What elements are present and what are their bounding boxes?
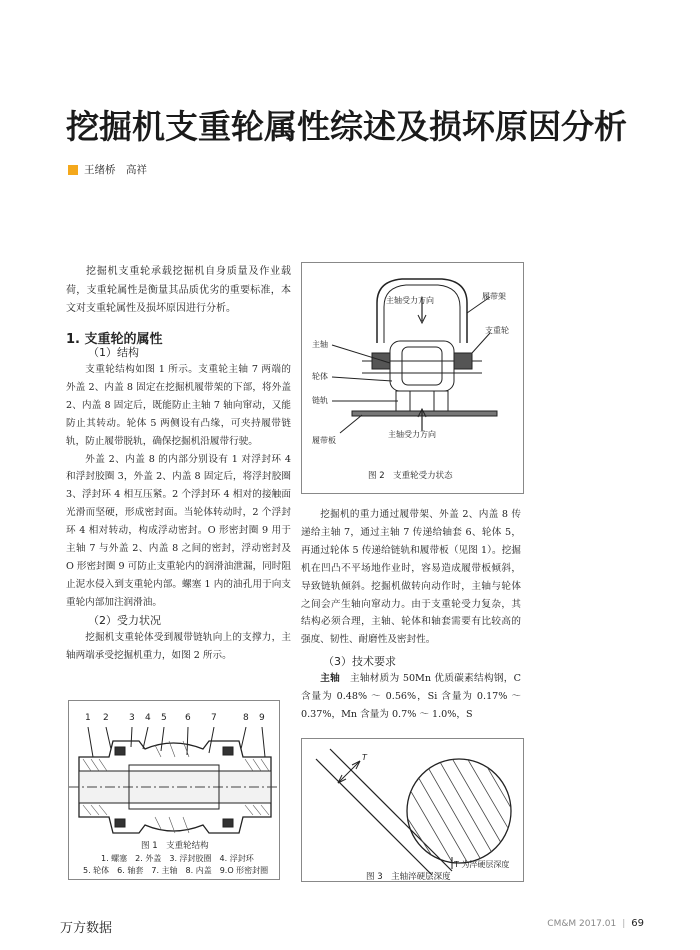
paragraph-tech-text: 主轴材质为 50Mn 优质碳素结构钢，C 含量为 0.48% ～ 0.56%，Si 含量为 0.17% ～ 0.37%，Mn 含量为 0.7% ～ 1.0%，S <box>301 673 522 721</box>
figure-1 <box>68 700 280 880</box>
footer-journal <box>547 918 644 929</box>
figure-1-caption: 图 1 支重轮结构 <box>141 841 209 851</box>
fig2-label-shaft: 主轴 <box>312 340 328 349</box>
footer-separator: | <box>622 919 626 929</box>
fig2-label-frame: 履带架 <box>482 292 506 301</box>
figure-1-legend-2: 5. 轮体 6. 轴套 7. 主轴 8. 内盖 9.O 形密封圈 <box>83 866 269 875</box>
fig1-num: 2 <box>103 713 109 723</box>
fig2-label-chain: 链轨 <box>312 396 328 405</box>
subheading-structure: （1）结构 <box>88 346 139 359</box>
fig1-num: 4 <box>145 713 151 723</box>
author-line <box>68 162 147 177</box>
fig1-num: 5 <box>161 713 167 723</box>
figure-3 <box>301 738 524 882</box>
tech-term-shaft: 主轴 <box>320 673 341 685</box>
fig1-num: 7 <box>211 713 217 723</box>
left-column <box>66 344 291 665</box>
authors: 王绪桥 高祥 <box>84 164 147 176</box>
journal-issue: CM&M 2017.01 <box>547 919 617 929</box>
fig3-t-label: T <box>362 753 367 762</box>
abstract: 挖掘机支重轮承载挖掘机自身质量及作业载荷，支重轮属性是衡量其品质优劣的重要标准，本文对支重轮属性及损坏原因进行分析。 <box>66 266 291 314</box>
fig1-num: 1 <box>85 713 91 723</box>
subheading-force: （2）受力状况 <box>88 613 161 627</box>
fig1-num: 6 <box>185 713 191 723</box>
figure-2-caption: 图 2 支重轮受力状态 <box>368 471 453 481</box>
accent-square <box>68 165 78 175</box>
fig2-label-roller: 支重轮 <box>485 326 509 335</box>
fig1-num: 8 <box>243 713 249 723</box>
right-column <box>301 506 521 724</box>
fig2-label-bottom: 主轴受力方向 <box>388 430 436 439</box>
fig3-note: T 为淬硬层深度 <box>454 860 510 869</box>
fig1-numbers <box>69 713 279 725</box>
fig2-label-top: 主轴受力方向 <box>386 296 434 305</box>
paragraph-structure-2: 外盖 2、内盖 8 的内部分别设有 1 对浮封环 4 和浮封胶圈 3，外盖 2、内盖 8 固定后，将浮封胶圈 3、浮封环 4 相互压紧。2 个浮封环 4 相对的接触面光滑而坚硬，形成密封面。当轮体转动时，2 个浮封环 4 相对转动，构成浮动密封。O 形密封圈 9 用于主轴 7 与外盖 2、内盖 8 之间的密封，浮动密封及 O 形密封圈 9 可防止支重轮内的润滑油泄漏，同时阻止泥水侵入到支重轮内部。螺塞 1 内的油孔用于向支重轮内部加注润滑油。 <box>66 453 291 608</box>
paragraph-tech <box>301 670 521 724</box>
article-title: 挖掘机支重轮属性综述及损坏原因分析 <box>66 107 627 146</box>
fig1-num: 3 <box>129 713 135 723</box>
section-heading: 1. 支重轮的属性 <box>66 332 163 347</box>
fig2-label-body: 轮体 <box>312 372 328 381</box>
fig1-num: 9 <box>259 713 265 723</box>
figure-1-drawing <box>69 727 279 847</box>
footer-brand: 万方数据 <box>60 921 113 936</box>
page-number: 69 <box>631 918 644 929</box>
fig2-label-plate: 履带板 <box>312 436 336 445</box>
paragraph-structure-1: 支重轮结构如图 1 所示。支重轮主轴 7 两端的外盖 2、内盖 8 固定在挖掘机履带架的下部，将外盖 2、内盖 8 固定后，既能防止主轴 7 轴向窜动，又能防止其转动。轮体 5 两侧设有凸缘，可夹持履带链轨，防止履带脱轨，确保挖掘机沿履带行驶。 <box>66 364 291 447</box>
figure-2 <box>301 262 524 494</box>
paragraph-force-1: 挖掘机支重轮体受到履带链轨向上的支撑力，主轴两端承受挖掘机重力，如图 2 所示。 <box>66 631 291 661</box>
figure-1-legend-1: 1. 螺塞 2. 外盖 3. 浮封胶圈 4. 浮封环 <box>101 854 254 863</box>
paragraph-force-2: 挖掘机的重力通过履带架、外盖 2、内盖 8 传递给主轴 7，通过主轴 7 传递给轴套 6、轮体 5，再通过轮体 5 传递给链轨和履带板（见图 1）。挖掘机在凹凸不平场地作业时，容易造成履带板倾斜，导致链轨倾斜。挖掘机做转向动作时，主轴与轮体之间会产生轴向窜动力。由于支重轮受力复杂，其结构必须合理，主轴、轮体和轴套需要有比较高的强度、韧性、耐磨性及密封性。 <box>301 509 521 646</box>
figure-3-caption: 图 3 主轴淬硬层深度 <box>366 872 451 882</box>
subheading-tech: （3）技术要求 <box>323 655 396 669</box>
